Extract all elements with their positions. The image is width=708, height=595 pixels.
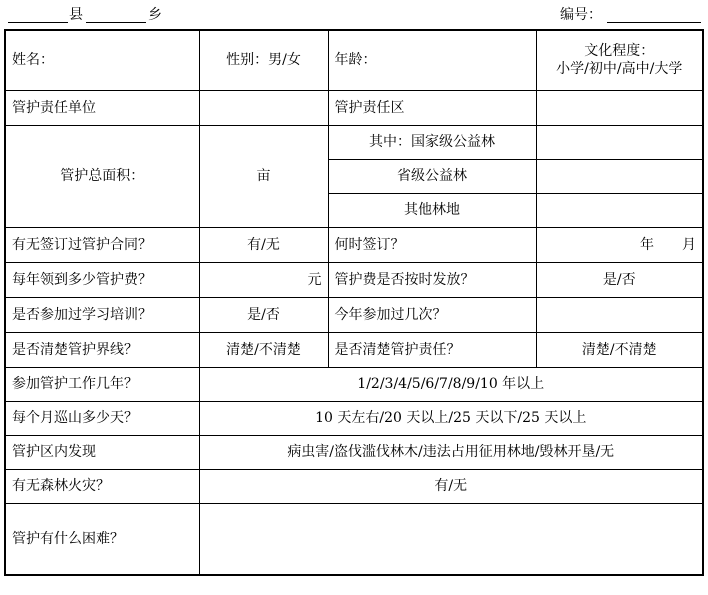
area-zone-label: 管护责任区	[328, 90, 536, 125]
table-row	[5, 469, 703, 503]
table-row	[5, 401, 703, 435]
national-forest-field[interactable]	[536, 125, 703, 159]
duty-question: 是否清楚管护责任？	[328, 332, 536, 367]
township-blank[interactable]	[86, 22, 146, 23]
table-row	[5, 503, 703, 575]
provincial-forest-label: 省级公益林	[328, 159, 536, 193]
boundary-option[interactable]: 清楚/不清楚	[199, 332, 328, 367]
fee-question: 每年领到多少管护费？	[5, 262, 199, 297]
table-row	[5, 297, 703, 332]
number-label: 编号：	[560, 7, 602, 23]
county-blank[interactable]	[8, 22, 68, 23]
national-forest-label: 其中：国家级公益林	[328, 125, 536, 159]
form-header	[0, 0, 708, 30]
name-label: 姓名：	[5, 30, 199, 90]
provincial-forest-field[interactable]	[536, 159, 703, 193]
patrol-question: 每个月巡山多少天？	[5, 401, 199, 435]
other-forest-field[interactable]	[536, 193, 703, 227]
education-label: 文化程度：	[584, 43, 655, 60]
table-row	[5, 262, 703, 297]
table-row	[5, 367, 703, 401]
township-suffix: 乡	[148, 7, 162, 23]
table-row	[5, 332, 703, 367]
survey-table	[4, 29, 704, 576]
gender-label: 性别：男/女	[199, 30, 328, 90]
unit-label: 管护责任单位	[5, 90, 199, 125]
sign-time-question: 何时签订？	[328, 227, 536, 262]
table-row	[5, 435, 703, 469]
education-options: 小学/初中/高中/大学	[556, 61, 683, 78]
county-suffix: 县	[69, 7, 83, 23]
unit-field[interactable]	[199, 90, 328, 125]
fee-ontime-question: 管护费是否按时发放？	[328, 262, 536, 297]
training-times-question: 今年参加过几次？	[328, 297, 536, 332]
table-row	[5, 227, 703, 262]
area-unit: 亩	[199, 125, 328, 227]
education-cell	[536, 30, 703, 90]
fire-option[interactable]: 有/无	[199, 469, 703, 503]
sign-time-field[interactable]: 年 月	[536, 227, 703, 262]
total-area-label: 管护总面积：	[5, 125, 199, 227]
found-option[interactable]: 病虫害/盗伐滥伐林木/违法占用征用林地/毁林开垦/无	[199, 435, 703, 469]
contract-option[interactable]: 有/无	[199, 227, 328, 262]
number-blank[interactable]	[607, 22, 701, 23]
years-option[interactable]: 1/2/3/4/5/6/7/8/9/10 年以上	[199, 367, 703, 401]
difficulty-question: 管护有什么困难？	[5, 503, 199, 575]
patrol-option[interactable]: 10 天左右/20 天以上/25 天以下/25 天以上	[199, 401, 703, 435]
training-option[interactable]: 是/否	[199, 297, 328, 332]
table-row	[5, 90, 703, 125]
table-row	[5, 125, 703, 159]
contract-question: 有无签订过管护合同？	[5, 227, 199, 262]
difficulty-field[interactable]	[199, 503, 703, 575]
training-question: 是否参加过学习培训？	[5, 297, 199, 332]
fee-field[interactable]: 元	[199, 262, 328, 297]
age-label: 年龄：	[328, 30, 536, 90]
found-question: 管护区内发现	[5, 435, 199, 469]
training-times-field[interactable]	[536, 297, 703, 332]
other-forest-label: 其他林地	[328, 193, 536, 227]
boundary-question: 是否清楚管护界线？	[5, 332, 199, 367]
area-zone-field[interactable]	[536, 90, 703, 125]
fee-ontime-option[interactable]: 是/否	[536, 262, 703, 297]
table-row	[5, 30, 703, 90]
years-question: 参加管护工作几年？	[5, 367, 199, 401]
fire-question: 有无森林火灾？	[5, 469, 199, 503]
duty-option[interactable]: 清楚/不清楚	[536, 332, 703, 367]
